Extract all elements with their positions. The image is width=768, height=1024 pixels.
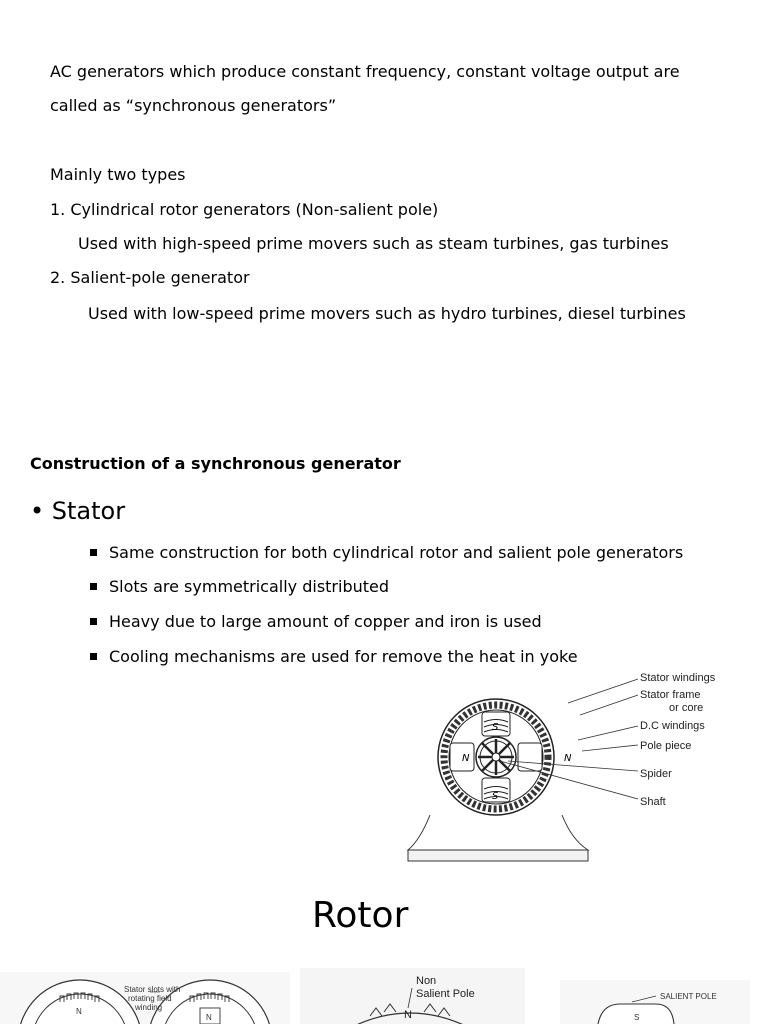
type-item-number: 2. [50, 268, 66, 287]
rotor-pole-label: S [634, 1013, 640, 1022]
intro-line-1: AC generators which produce constant frequency, constant voltage output are [50, 62, 680, 81]
label-stator-windings: Stator windings [640, 672, 716, 684]
cylindrical-rotor-diagram [0, 972, 290, 1024]
label-pole-piece: Pole piece [640, 740, 692, 752]
pole-label-south: S [492, 791, 499, 802]
rotor-heading: Rotor [312, 895, 409, 936]
label-salient-pole: Salient Pole [416, 988, 475, 1000]
stator-heading: • Stator [30, 497, 126, 525]
label-salient-pole-top: SALIENT POLE [660, 992, 717, 1001]
rotor-pole-label: N [404, 1009, 412, 1021]
type-item-2-description: Used with low-speed prime movers such as hydro turbines, diesel turbines [88, 304, 686, 323]
type-item-title: Salient-pole generator [70, 268, 250, 287]
square-bullet-icon [90, 583, 97, 590]
salient-pole-diagram [560, 980, 750, 1024]
label-stator-slots: Stator slots with [124, 985, 181, 994]
type-item-2 [50, 268, 250, 288]
pole-label-south: S [492, 722, 499, 733]
label-shaft: Shaft [640, 796, 666, 808]
intro-line-2: called as “synchronous generators” [50, 96, 337, 115]
label-stator-frame: Stator frame [640, 689, 701, 701]
pole-label-north: N [564, 753, 572, 764]
machine-base [408, 815, 588, 861]
rotor-pole-label: N [206, 1013, 212, 1022]
stator-point: Heavy due to large amount of copper and iron is used [90, 612, 542, 632]
label-rotating-field: rotating field [128, 994, 172, 1003]
label-winding: winding [135, 1003, 163, 1012]
type-item-title: Cylindrical rotor generators (Non-salient pole) [70, 200, 439, 219]
pole-label-north: N [462, 753, 470, 764]
stator-diagram [400, 665, 730, 865]
square-bullet-icon [90, 549, 97, 556]
type-item-1-description: Used with high-speed prime movers such as steam turbines, gas turbines [78, 234, 669, 253]
label-or-core: or core [669, 702, 704, 714]
non-salient-pole-diagram [300, 968, 525, 1024]
label-dc-windings: D.C windings [640, 720, 705, 732]
stator-point: Slots are symmetrically distributed [90, 577, 389, 597]
types-heading: Mainly two types [50, 165, 186, 184]
type-item-1 [50, 200, 438, 220]
rotor-pole-label: N [76, 1007, 82, 1016]
stator-point: Same construction for both cylindrical rotor and salient pole generators [90, 543, 683, 563]
label-spider: Spider [640, 768, 672, 780]
square-bullet-icon [90, 653, 97, 660]
stator-point: Cooling mechanisms are used for remove the heat in yoke [90, 647, 578, 667]
square-bullet-icon [90, 618, 97, 625]
shaft [492, 753, 500, 761]
construction-heading: Construction of a synchronous generator [30, 454, 401, 473]
label-non: Non [416, 975, 437, 987]
type-item-number: 1. [50, 200, 66, 219]
